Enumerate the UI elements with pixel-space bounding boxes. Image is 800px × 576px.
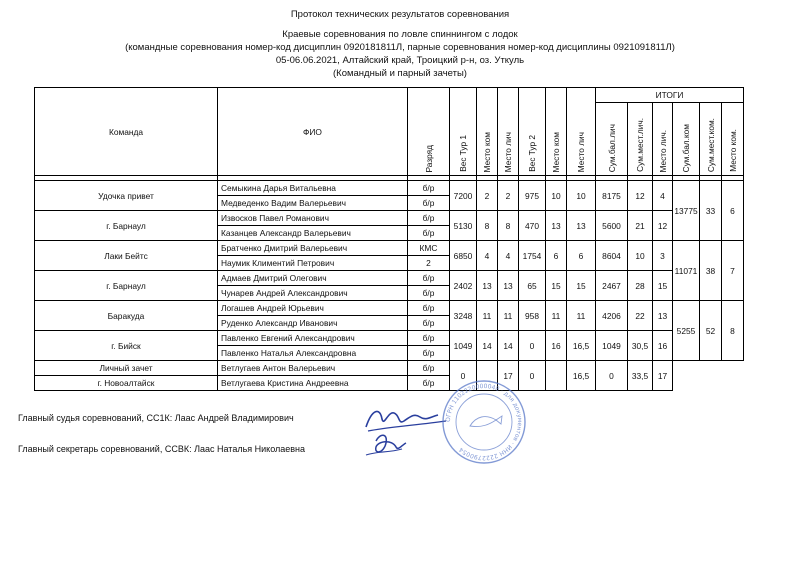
participant-rank: б/р: [408, 361, 450, 376]
col-m2k-header: Место ком: [546, 88, 567, 176]
col-m1l-header: Место лич: [498, 88, 519, 176]
competition-name: Краевые соревнования по ловле спиннингом с лодок: [282, 29, 518, 40]
place-personal-round-1: 14: [498, 331, 519, 361]
participant-rank: б/р: [408, 286, 450, 301]
results-table: [34, 87, 744, 391]
weight-round-1: 0: [450, 361, 477, 391]
weight-round-2: 958: [519, 301, 546, 331]
sum-places: 12: [628, 181, 653, 211]
team-sum-points: 11071: [673, 241, 700, 301]
place-team-round-2: 10: [546, 181, 567, 211]
sum-places: 21: [628, 211, 653, 241]
participant-name: Извосков Павел Романович: [218, 211, 408, 226]
discipline-codes: (командные соревнования номер-код дисциплин 0920181811Л, парные соревнования номер-код дисциплины 0921091811Л): [125, 42, 675, 53]
participant-rank: б/р: [408, 196, 450, 211]
standings-type: (Командный и парный зачеты): [333, 68, 467, 79]
sum-points: 5600: [596, 211, 628, 241]
sum-places: 22: [628, 301, 653, 331]
participant-name: Павленко Наталья Александровна: [218, 346, 408, 361]
weight-round-2: 65: [519, 271, 546, 301]
place-team-round-2: 15: [546, 271, 567, 301]
team-city: г. Бийск: [35, 331, 218, 361]
participant-rank: КМС: [408, 241, 450, 256]
personal-city: г. Новоалтайск: [35, 376, 218, 391]
table-row: [35, 271, 744, 286]
col-place-personal-header: Место лич.: [653, 103, 673, 176]
weight-round-2: 1754: [519, 241, 546, 271]
table-row: [35, 361, 744, 376]
participant-name: Павленко Евгений Александрович: [218, 331, 408, 346]
participant-rank: б/р: [408, 211, 450, 226]
weight-round-2: 0: [519, 331, 546, 361]
participant-name: Братченко Дмитрий Валерьевич: [218, 241, 408, 256]
place-personal: 13: [653, 301, 673, 331]
col-w1-header: Вес Тур 1: [450, 88, 477, 176]
place-team-round-1: 4: [477, 241, 498, 271]
participant-name: Ветлугаева Кристина Андреевна: [218, 376, 408, 391]
weight-round-1: 5130: [450, 211, 477, 241]
sum-points: 4206: [596, 301, 628, 331]
place-team-round-1: 2: [477, 181, 498, 211]
place-personal-round-1: 13: [498, 271, 519, 301]
totals-header: ИТОГИ: [596, 88, 744, 103]
place-team-round-1: 11: [477, 301, 498, 331]
table-row: [35, 241, 744, 256]
place-personal-round-1: 8: [498, 211, 519, 241]
weight-round-1: 2402: [450, 271, 477, 301]
weight-round-2: 0: [519, 361, 546, 391]
col-sum-places-header: Сум.мест.лич.: [628, 103, 653, 176]
weight-round-2: 470: [519, 211, 546, 241]
team-sum-points: 13775: [673, 181, 700, 241]
place-team-round-2: 11: [546, 301, 567, 331]
place-personal: 3: [653, 241, 673, 271]
team-sum-places: 38: [700, 241, 722, 301]
empty-cell: [722, 361, 744, 391]
empty-cell: [673, 361, 700, 391]
participant-name: Ветлугаев Антон Валерьевич: [218, 361, 408, 376]
team-name: Баракуда: [35, 301, 218, 331]
place-team-round-2: [546, 361, 567, 391]
place-team-round-2: 16: [546, 331, 567, 361]
weight-round-1: 1049: [450, 331, 477, 361]
table-row: [35, 331, 744, 346]
participant-rank: б/р: [408, 271, 450, 286]
weight-round-1: 3248: [450, 301, 477, 331]
sum-places: 33,5: [628, 361, 653, 391]
team-sum-points: 5255: [673, 301, 700, 361]
place-personal-round-2: 13: [567, 211, 596, 241]
place-personal-round-2: 15: [567, 271, 596, 301]
place-personal: 16: [653, 331, 673, 361]
participant-rank: б/р: [408, 181, 450, 196]
participant-rank: б/р: [408, 316, 450, 331]
sum-points: 1049: [596, 331, 628, 361]
participant-rank: б/р: [408, 301, 450, 316]
weight-round-2: 975: [519, 181, 546, 211]
place-personal-round-1: 11: [498, 301, 519, 331]
table-row: [35, 211, 744, 226]
team-name: Удочка привет: [35, 181, 218, 211]
place-personal-round-2: 11: [567, 301, 596, 331]
col-m2l-header: Место лич: [567, 88, 596, 176]
weight-round-1: 7200: [450, 181, 477, 211]
place-personal-round-2: 16,5: [567, 361, 596, 391]
place-team-round-2: 13: [546, 211, 567, 241]
sum-points: 0: [596, 361, 628, 391]
place-personal: 15: [653, 271, 673, 301]
team-place: 7: [722, 241, 744, 301]
weight-round-1: 6850: [450, 241, 477, 271]
place-personal-round-2: 16,5: [567, 331, 596, 361]
table-row: [35, 181, 744, 196]
place-personal-round-1: 2: [498, 181, 519, 211]
participant-name: Семыкина Дарья Витальевна: [218, 181, 408, 196]
place-team-round-1: 13: [477, 271, 498, 301]
participant-name: Руденко Александр Иванович: [218, 316, 408, 331]
team-name: Лаки Бейтс: [35, 241, 218, 271]
doc-title: Протокол технических результатов соревнования: [290, 9, 510, 20]
chief-secretary: Главный секретарь соревнований, ССВК: Лаас Наталья Николаевна: [18, 444, 306, 454]
col-w2-header: Вес Тур 2: [519, 88, 546, 176]
place-personal-round-1: 4: [498, 241, 519, 271]
sum-places: 30,5: [628, 331, 653, 361]
place-team-round-2: 6: [546, 241, 567, 271]
team-city: г. Барнаул: [35, 271, 218, 301]
place-personal: 4: [653, 181, 673, 211]
col-name-header: ФИО: [218, 88, 408, 176]
place-personal: 17: [653, 361, 673, 391]
participant-name: Наумик Климентий Петрович: [218, 256, 408, 271]
place-personal-round-2: 6: [567, 241, 596, 271]
team-city: г. Барнаул: [35, 211, 218, 241]
place-personal-round-1: 17: [498, 361, 519, 391]
team-sum-places: 33: [700, 181, 722, 241]
participant-rank: б/р: [408, 376, 450, 391]
col-m1k-header: Место ком: [477, 88, 498, 176]
team-place: 8: [722, 301, 744, 361]
participant-rank: 2: [408, 256, 450, 271]
col-place-team-header: Место ком.: [722, 103, 744, 176]
place-team-round-1: 14: [477, 331, 498, 361]
sum-places: 28: [628, 271, 653, 301]
col-sum-points-header: Сум.бал.лич: [596, 103, 628, 176]
sum-points: 8175: [596, 181, 628, 211]
empty-cell: [700, 361, 722, 391]
participant-name: Медведенко Вадим Валерьевич: [218, 196, 408, 211]
col-team-header: Команда: [35, 88, 218, 176]
sum-places: 10: [628, 241, 653, 271]
col-sum-places-team-header: Сум.мест.ком.: [700, 103, 722, 176]
participant-name: Адмаев Дмитрий Олегович: [218, 271, 408, 286]
team-sum-places: 52: [700, 301, 722, 361]
participant-name: Логашев Андрей Юрьевич: [218, 301, 408, 316]
participant-rank: б/р: [408, 226, 450, 241]
team-place: 6: [722, 181, 744, 241]
sum-points: 8604: [596, 241, 628, 271]
personal-label: Личный зачет: [35, 361, 218, 376]
participant-rank: б/р: [408, 346, 450, 361]
svg-text:ОГРН 1102220000048 · для докум: ОГРН 1102220000048 · для документов · ИНН 2222790054: [444, 382, 524, 462]
chief-judge: Главный судья соревнований, СС1К: Лаас Андрей Владимирович: [18, 413, 294, 423]
participant-rank: б/р: [408, 331, 450, 346]
place-personal: 12: [653, 211, 673, 241]
participant-name: Казанцев Александр Валерьевич: [218, 226, 408, 241]
stamp-image: [440, 378, 528, 466]
col-rank-header: Разряд: [408, 88, 450, 176]
col-sum-points-team-header: Сум.бал.ком: [673, 103, 700, 176]
date-location: 05-06.06.2021, Алтайский край, Троицкий р-н, оз. Уткуль: [275, 55, 525, 66]
participant-name: Чунарев Андрей Александрович: [218, 286, 408, 301]
sum-points: 2467: [596, 271, 628, 301]
place-team-round-1: 8: [477, 211, 498, 241]
place-personal-round-2: 10: [567, 181, 596, 211]
table-row: [35, 301, 744, 316]
